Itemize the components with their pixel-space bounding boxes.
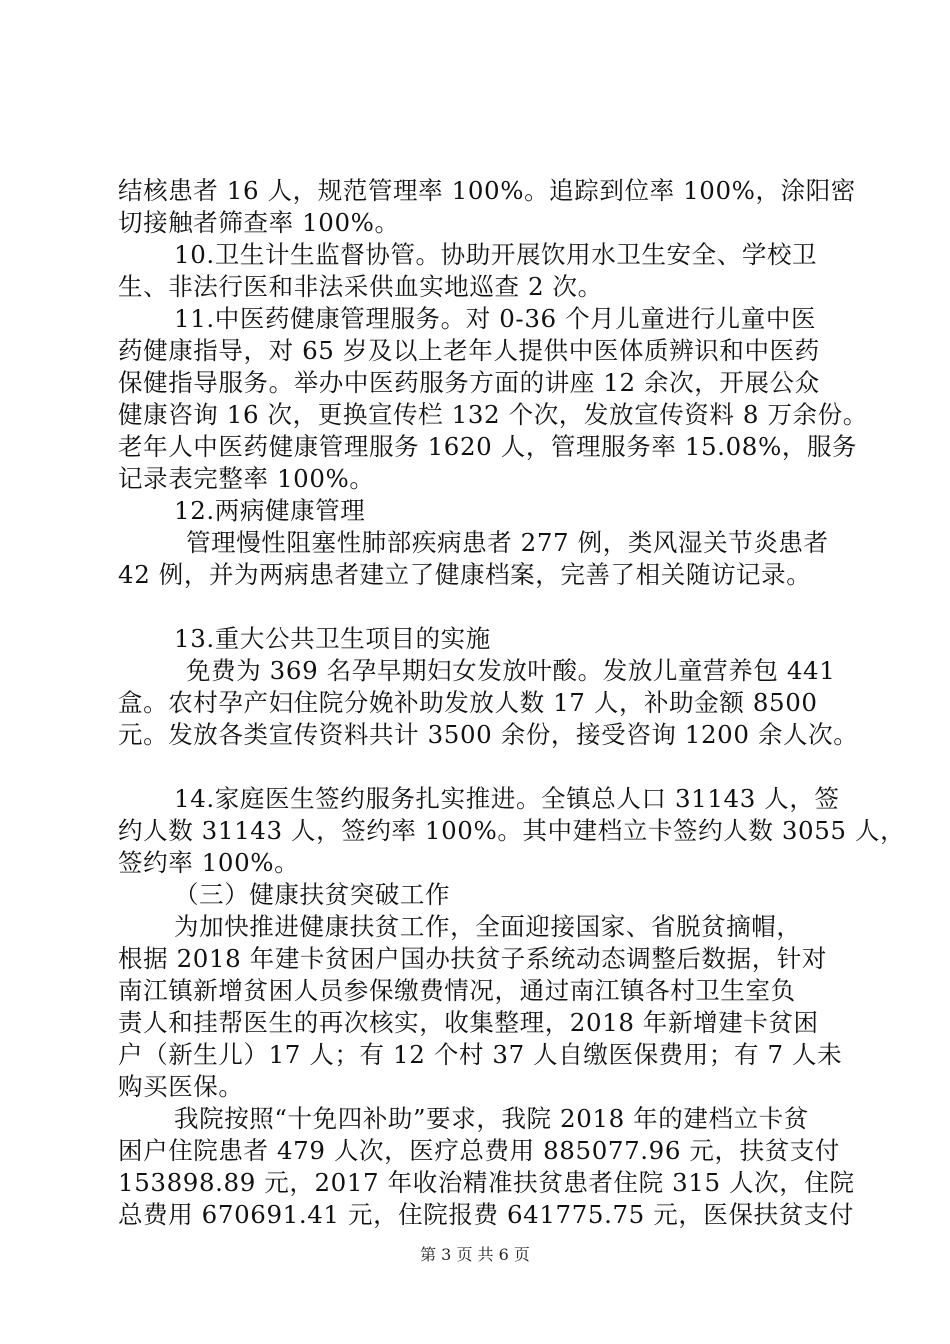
body-line: 根据 2018 年建卡贫困户国办扶贫子系统动态调整后数据，针对 <box>118 944 828 973</box>
body-line: 户（新生儿）17 人；有 12 个村 37 人自缴医保费用；有 7 人未 <box>118 1040 843 1069</box>
body-line: 记录表完整率 100%。 <box>118 464 375 493</box>
page-number-footer: 第 3 页 共 6 页 <box>420 1245 530 1264</box>
body-line: 免费为 369 名孕早期妇女发放叶酸。发放儿童营养包 441 <box>186 656 836 685</box>
body-line: 生、非法行医和非法采供血实地巡查 2 次。 <box>118 272 603 301</box>
body-line: 总费用 670691.41 元，住院报费 641775.75 元，医保扶贫支付 <box>118 1200 855 1229</box>
body-line: 保健指导服务。举办中医药服务方面的讲座 12 余次，开展公众 <box>118 368 820 397</box>
body-line: 为加快推进健康扶贫工作，全面迎接国家、省脱贫摘帽， <box>174 912 802 941</box>
body-line: 元。发放各类宣传资料共计 3500 余份，接受咨询 1200 余人次。 <box>118 720 859 749</box>
section-heading: 13.重大公共卫生项目的实施 <box>174 624 491 653</box>
section-heading: 12.两病健康管理 <box>174 496 366 525</box>
body-line: 10.卫生计生监督协管。协助开展饮用水卫生安全、学校卫 <box>174 240 818 269</box>
body-line: 购买医保。 <box>118 1072 244 1101</box>
body-line: 我院按照“十免四补助”要求，我院 2018 年的建档立卡贫 <box>174 1104 809 1133</box>
body-line: 约人数 31143 人，签约率 100%。其中建档立卡签约人数 3055 人， <box>118 816 906 845</box>
section-heading: （三）健康扶贫突破工作 <box>174 880 451 909</box>
body-line: 结核患者 16 人，规范管理率 100%。追踪到位率 100%，涂阳密 <box>118 176 856 205</box>
body-line: 42 例，并为两病患者建立了健康档案，完善了相关随访记录。 <box>118 560 812 589</box>
body-line: 153898.89 元，2017 年收治精准扶贫患者住院 315 人次，住院 <box>118 1168 855 1197</box>
body-line: 盒。农村孕产妇住院分娩补助发放人数 17 人，补助金额 8500 <box>118 688 818 717</box>
body-line: 14.家庭医生签约服务扎实推进。全镇总人口 31143 人，签 <box>174 784 840 813</box>
body-line: 管理慢性阻塞性肺部疾病患者 277 例，类风湿关节炎患者 <box>186 528 829 557</box>
body-line: 老年人中医药健康管理服务 1620 人，管理服务率 15.08%，服务 <box>118 432 858 461</box>
body-line: 切接触者筛查率 100%。 <box>118 208 400 237</box>
body-line: 南江镇新增贫困人员参保缴费情况，通过南江镇各村卫生室负 <box>118 976 796 1005</box>
body-line: 困户住院患者 479 人次，医疗总费用 885077.96 元，扶贫支付 <box>118 1136 841 1165</box>
body-line: 责人和挂帮医生的再次核实，收集整理，2018 年新增建卡贫困 <box>118 1008 819 1037</box>
body-line: 健康咨询 16 次，更换宣传栏 132 个次，发放宣传资料 8 万余份。 <box>118 400 868 429</box>
body-line: 签约率 100%。 <box>118 848 300 877</box>
body-line: 11.中医药健康管理服务。对 0-36 个月儿童进行儿童中医 <box>174 304 817 333</box>
body-line: 药健康指导，对 65 岁及以上老年人提供中医体质辨识和中医药 <box>118 336 820 365</box>
